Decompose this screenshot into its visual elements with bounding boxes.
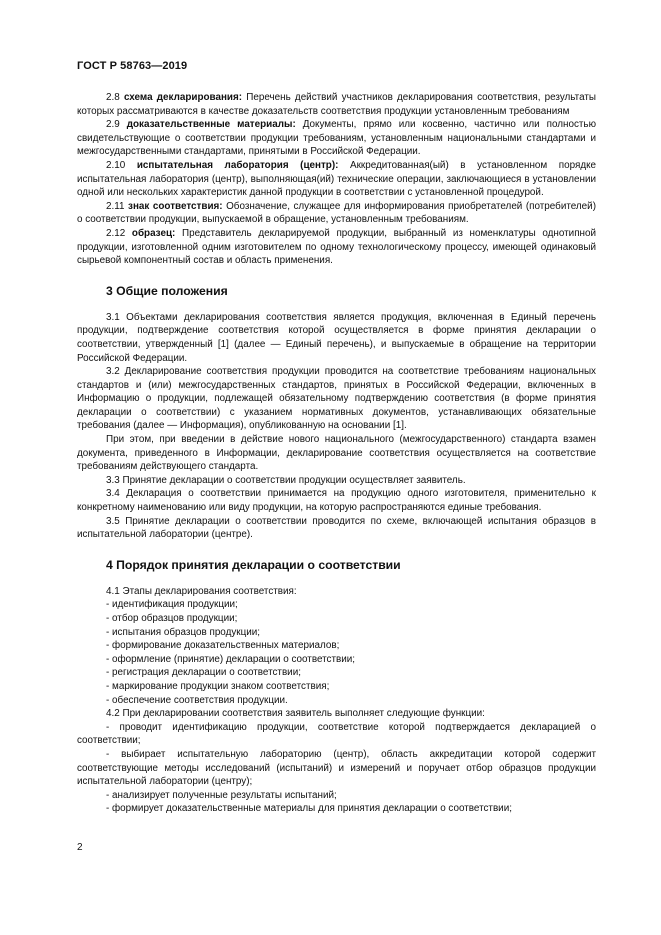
definition-number: 2.11 <box>106 200 125 212</box>
paragraph: 3.1 Объектами декларирования соответствия является продукция, включенная в Единый перечень продукции, подтверждение соответствия которой осуществляется в форме принятия декларации о соответствии, утвержденный [1] (далее — Единый перечень), и выпускаемые в обращение на территории Российской Федерации. <box>77 311 596 364</box>
definition-term: доказательственные материалы: <box>126 119 296 131</box>
paragraph: 3.4 Декларация о соответствии принимается на продукцию одного изготовителя, применительно к конкретному наименованию или виду продукции, на которую распространяются единые требования. <box>77 488 596 514</box>
list-item: - идентификация продукции; <box>106 599 238 611</box>
definition-text: Перечень действий участников декларирования соответствия, результаты которых рассматриваются в качестве доказательств соответствия продукции установленным требованиям <box>77 92 596 117</box>
section-4-heading: 4 Порядок принятия декларации о соответствии <box>106 557 401 572</box>
definition-number: 2.10 <box>106 159 126 171</box>
definition-text: Представитель декларируемой продукции, выбранный из номенклатуры однотипной продукции, изготовленной одним изготовителем по одному технологическому процессу, имеющей одинаковый сырьевой компонентный состав и область применения. <box>77 227 597 267</box>
paragraph: 3.3 Принятие декларации о соответствии продукции осуществляет заявитель. <box>106 474 466 486</box>
list-item: - маркирование продукции знаком соответствия; <box>106 680 330 692</box>
definition-term: знак соответствия: <box>128 200 223 212</box>
list-item: - анализирует полученные результаты испытаний; <box>106 789 337 801</box>
section-3-heading: 3 Общие положения <box>106 283 228 298</box>
list-item: - обеспечение соответствия продукции. <box>106 694 288 706</box>
paragraph: 3.5 Принятие декларации о соответствии проводится по схеме, включающей испытания образцов в испытательной лаборатории (центре). <box>77 515 596 541</box>
paragraph: 4.2 При декларировании соответствия заявитель выполняет следующие функции: <box>106 708 485 720</box>
definition-term: образец: <box>131 227 176 239</box>
list-item: - оформление (принятие) декларации о соответствии; <box>106 653 356 665</box>
definition-number: 2.9 <box>106 119 120 131</box>
paragraph: При этом, при введении в действие нового национального (межгосударственного) стандарта взамен документа, приведенного в Информации, декларирование соответствия осуществляется на соответствие требованиям действующего стандарта. <box>77 434 596 473</box>
page-number: 2 <box>77 842 83 853</box>
definition-2-9 <box>77 118 596 159</box>
list-item: - отбор образцов продукции; <box>106 613 238 624</box>
definition-number: 2.8 <box>106 92 120 103</box>
list-item: - формирование доказательственных материалов; <box>106 640 340 652</box>
definition-text: Аккредитованная(ый) в установленном порядке испытательная лаборатория (центр), выполняющая(ий) технические операции, заключающиеся в установлении одной или нескольких характеристик данной продукции в соответствии с установленной процедурой. <box>77 159 597 199</box>
definition-2-12 <box>77 227 596 268</box>
definition-2-11 <box>77 200 596 227</box>
document-code-header: ГОСТ Р 58763—2019 <box>77 60 188 72</box>
paragraph: 3.2 Декларирование соответствия продукции проводится на соответствие требованиям национальных стандартов и (или) межгосударственных стандартов, принятых в Российской Федерации, включенных в Информацию о продукции, подлежащей обязательному подтверждению соответствия (в форме принятия декларации о соответствии) с указанием нормативных документов, устанавливающих обязательные требования (далее — Информация), опубликованную на основании [1]. <box>77 366 596 432</box>
definition-2-10 <box>77 159 596 200</box>
document-body <box>77 91 596 816</box>
definition-2-8 <box>77 91 596 118</box>
definition-term: испытательная лаборатория (центр): <box>136 159 339 171</box>
list-item: - регистрация декларации о соответствии; <box>106 667 301 679</box>
list-item: - формирует доказательственные материалы для принятия декларации о соответствии; <box>106 803 512 815</box>
list-item: - испытания образцов продукции; <box>106 626 261 638</box>
paragraph: 4.1 Этапы декларирования соответствия: <box>106 585 297 597</box>
definition-text: Документы, прямо или косвенно, частично или полностью свидетельствующие о соответствии продукции требованиям, установленным национальными стандартами и межгосударственными стандартами, принятыми в Российской Федерации. <box>77 119 596 158</box>
definition-term: схема декларирования: <box>123 92 243 103</box>
list-item: - проводит идентификацию продукции, соответствие которой подтверждается декларацией о соответствии; <box>77 721 596 747</box>
definition-number: 2.12 <box>106 227 126 239</box>
definition-text: Обозначение, служащее для информирования приобретателей (потребителей) о соответствии продукции, выпускаемой в обращение, установленным требованиям. <box>77 200 596 226</box>
list-item: - выбирает испытательную лабораторию (центр), область аккредитации которой содержит соответствующие методы исследований (испытаний) и измерений и поручает отбор образцов продукции испытательной лаборатории (центру); <box>77 748 596 788</box>
